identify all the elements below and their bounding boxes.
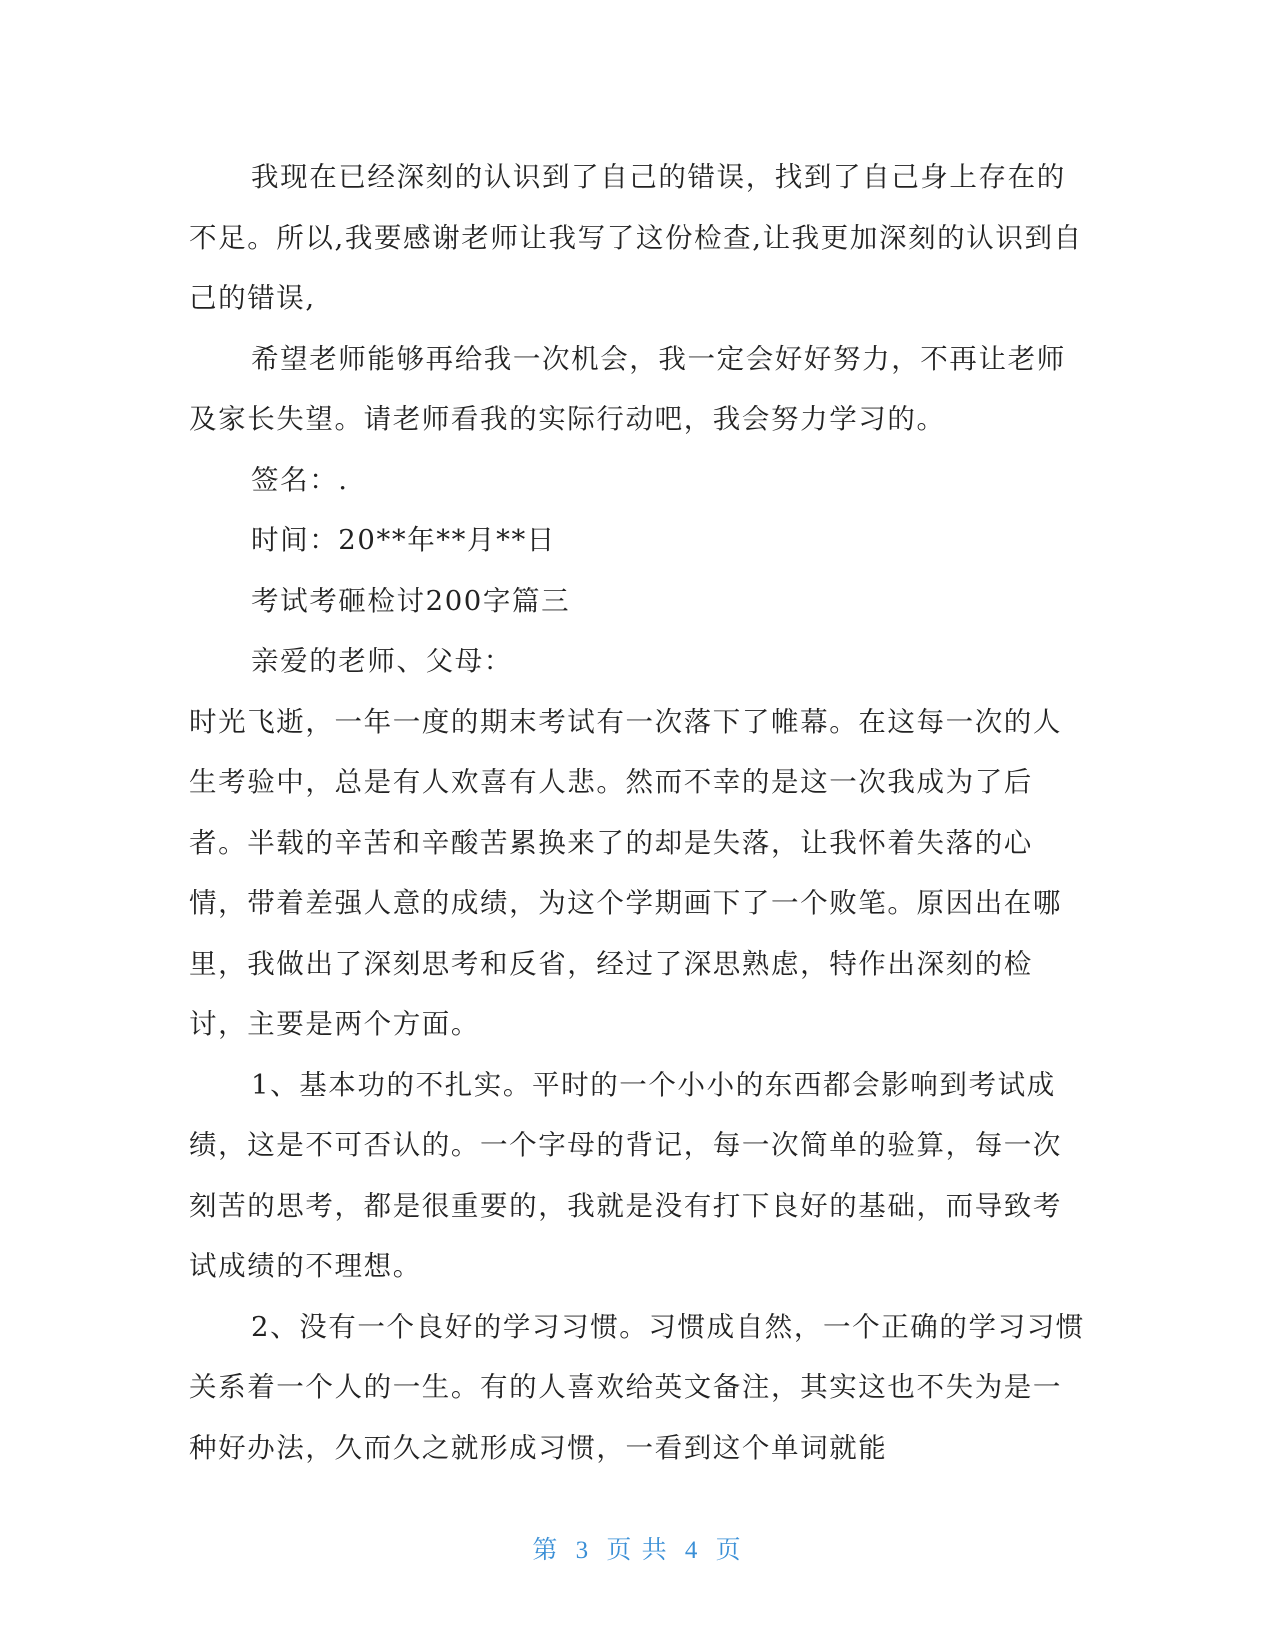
document-body [189,147,1089,1478]
section-heading: 考试考砸检讨200字篇三 [251,584,571,617]
footer-prefix: 第 [532,1537,560,1564]
footer-middle: 页 共 [606,1537,669,1564]
footer-current-page: 3 [575,1537,591,1564]
salutation: 亲爱的老师、父母： [251,645,513,677]
page-footer [0,1530,1275,1566]
list-item-1: 1、基本功的不扎实。平时的一个小小的东西都会影响到考试成绩，这是不可否认的。一个字母的背记，每一次简单的验算，每一次刻苦的思考，都是很重要的，我就是没有打下良好的基础，而导致考试成绩的不理想。 [189,1068,1062,1282]
paragraph-apology-recognition: 我现在已经深刻的认识到了自己的错误，找到了自己身上存在的不足。所以,我要感谢老师让我写了这份检查,让我更加深刻的认识到自己的错误, [189,161,1083,314]
list-item-2: 2、没有一个良好的学习习惯。习惯成自然，一个正确的学习习惯关系着一个人的一生。有的人喜欢给英文备注，其实这也不失为是一种好办法，久而久之就形成习惯，一看到这个单词就能 [189,1310,1085,1464]
paragraph-request-chance: 希望老师能够再给我一次机会，我一定会好好努力，不再让老师及家长失望。请老师看我的实际行动吧，我会努力学习的。 [189,342,1066,435]
signature-line: 签名：. [251,463,349,496]
footer-total-pages: 4 [684,1537,700,1564]
footer-suffix: 页 [715,1537,743,1564]
date-line: 时间：20**年**月**日 [251,524,556,556]
paragraph-intro: 时光飞逝，一年一度的期末考试有一次落下了帷幕。在这每一次的人生考验中，总是有人欢喜有人悲。然而不幸的是这一次我成为了后者。半载的辛苦和辛酸苦累换来了的却是失落，让我怀着失落的心情，带着差强人意的成绩，为这个学期画下了一个败笔。原因出在哪里，我做出了深刻思考和反省，经过了深思熟虑，特作出深刻的检讨，主要是两个方面。 [189,705,1062,1040]
